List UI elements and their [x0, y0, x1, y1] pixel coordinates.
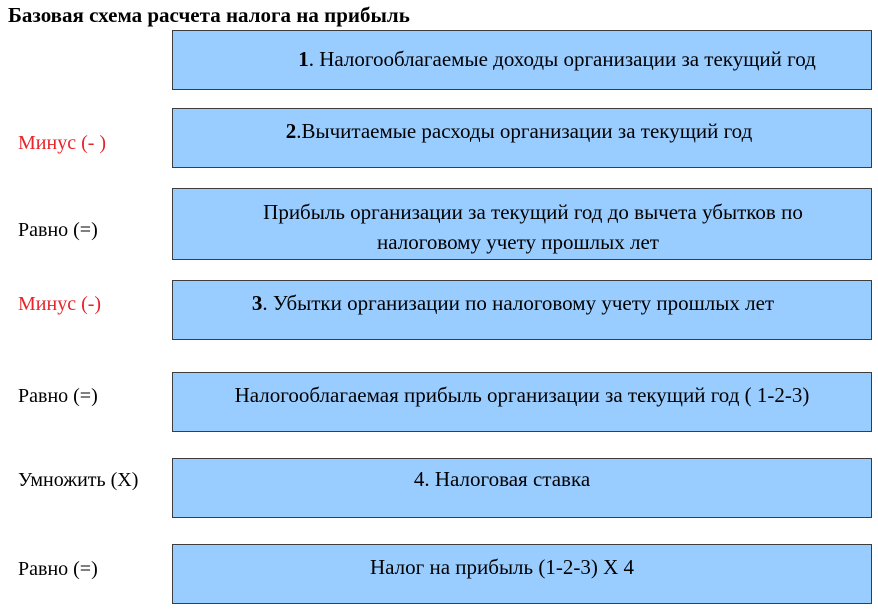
step-2-box — [172, 108, 872, 168]
tax-rate-text: 4. Налоговая ставка — [413, 467, 591, 491]
step-1-label — [298, 45, 816, 73]
diagram-title: Базовая схема расчета налога на прибыль — [8, 3, 410, 27]
operator-equals-3: Равно (=) — [18, 558, 98, 580]
profit-before-losses-line-1: Прибыль организации за текущий год до вычета убытков по — [263, 200, 803, 224]
step-1-number: 1 — [298, 47, 309, 71]
tax-rate-box — [172, 458, 872, 518]
step-3-box — [172, 280, 872, 340]
step-3-label — [252, 289, 774, 317]
profit-tax-text: Налог на прибыль (1-2-3) Х 4 — [369, 555, 635, 579]
step-1-box — [172, 30, 872, 90]
operator-multiply: Умножить (Х) — [18, 469, 139, 491]
profit-before-losses-line-2: налоговому учету прошлых лет — [377, 230, 659, 254]
operator-minus-2: Минус (-) — [18, 293, 102, 315]
step-2-label — [286, 117, 753, 145]
profit-tax-box — [172, 544, 872, 604]
operator-minus-1: Минус (- ) — [18, 132, 107, 154]
step-1-text: . Налогооблагаемые доходы организации за текущий год — [308, 47, 816, 71]
step-3-number: 3 — [251, 291, 263, 315]
operator-equals-2: Равно (=) — [18, 385, 98, 407]
taxable-profit-box — [172, 372, 872, 432]
profit-before-losses-box — [172, 188, 872, 260]
step-2-number: 2 — [285, 119, 297, 143]
step-2-text: .Вычитаемые расходы организации за текущий год — [296, 119, 753, 143]
operator-equals-1: Равно (=) — [18, 219, 98, 241]
step-3-text: . Убытки организации по налоговому учету прошлых лет — [262, 291, 775, 315]
taxable-profit-text: Налогооблагаемая прибыль организации за текущий год ( 1-2-3) — [234, 383, 810, 407]
